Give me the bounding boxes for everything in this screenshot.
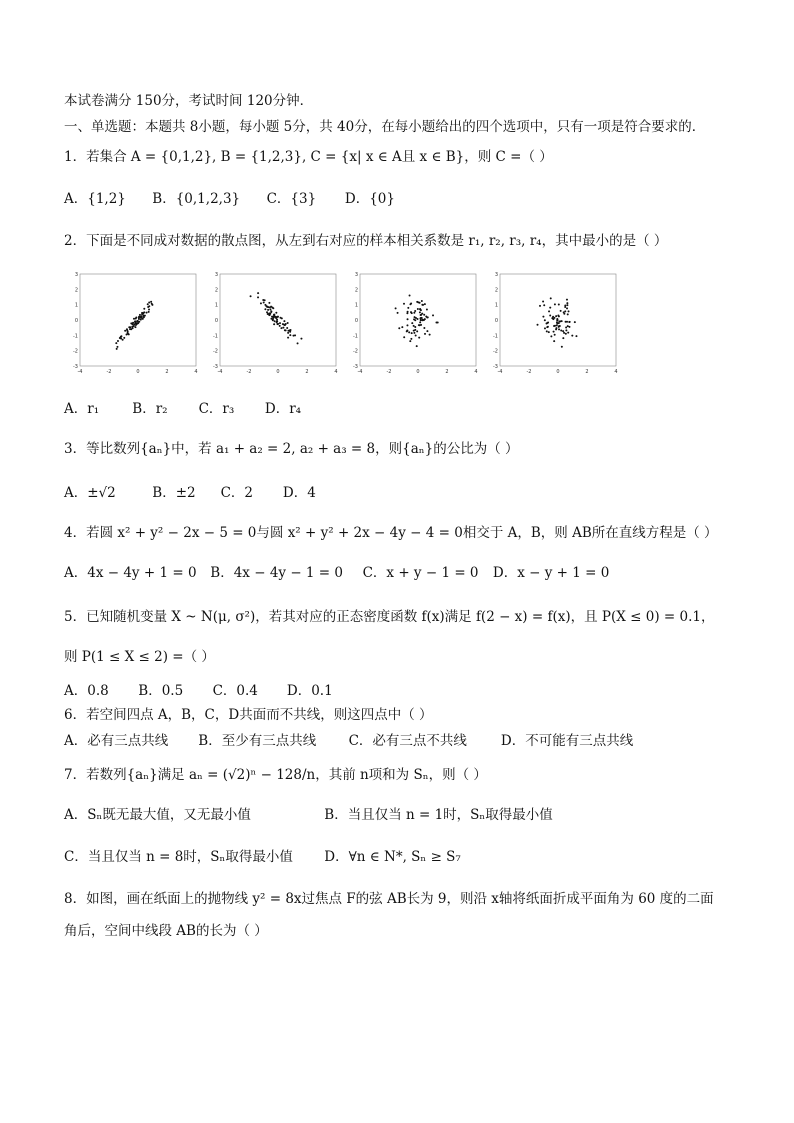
- question-5-stem-cont: 则 P(1 ≤ X ≤ 2) =（ ）: [64, 649, 215, 665]
- scatter-point: [132, 322, 134, 324]
- scatter-point: [150, 301, 152, 303]
- scatter-point: [422, 304, 424, 306]
- scatter-point: [563, 332, 565, 334]
- scatter-point: [269, 309, 271, 311]
- question-5-stem: 5．已知随机变量 X ~ N(μ, σ²)，若其对应的正态密度函数 f(x)满足 f(2 − x) = f(x)，且 P(X ≤ 0) = 0.1，: [64, 609, 715, 625]
- scatter-point: [124, 330, 126, 332]
- scatter-point: [561, 346, 563, 348]
- scatter-point: [414, 310, 416, 312]
- scatter-point: [566, 302, 568, 304]
- scatter-point: [409, 340, 411, 342]
- scatter-point: [406, 324, 408, 326]
- scatter-point: [262, 299, 264, 301]
- scatter-point: [556, 324, 558, 326]
- scatter-point: [143, 308, 145, 310]
- scatter-point: [565, 333, 567, 335]
- option-a: A．Sₙ既无最大值，又无最小值: [64, 807, 251, 823]
- option-c: C．0.4: [212, 683, 258, 699]
- intro-text: 本试卷满分 150分，考试时间 120分钟．: [64, 93, 314, 109]
- option-c: C．x + y − 1 = 0: [362, 565, 479, 581]
- scatter-point: [115, 342, 117, 344]
- scatter-point: [414, 319, 416, 321]
- option-d: D．r₄: [264, 401, 302, 417]
- scatter-point: [136, 320, 138, 322]
- scatter-point: [542, 316, 544, 318]
- option-b: B．{0,1,2,3}: [152, 191, 241, 207]
- option-b: B．±2: [152, 485, 196, 501]
- scatter-point: [270, 306, 272, 308]
- x-tick-label: 4: [614, 369, 618, 375]
- scatter-point: [147, 306, 149, 308]
- scatter-point: [560, 310, 562, 312]
- y-tick-label: -3: [213, 364, 218, 370]
- scatter-point: [561, 320, 563, 322]
- scatter-point: [403, 336, 405, 338]
- y-tick-label: 2: [214, 287, 218, 294]
- y-tick-label: 1: [494, 302, 498, 309]
- scatter-plot-4: [492, 268, 620, 378]
- question-4-options: [64, 564, 609, 582]
- scatter-point: [148, 309, 150, 311]
- scatter-point: [555, 315, 557, 317]
- scatter-point: [398, 327, 400, 329]
- y-tick-label: 1: [214, 302, 218, 309]
- x-tick-label: 2: [445, 369, 449, 375]
- scatter-point: [137, 322, 139, 324]
- scatter-point: [273, 323, 275, 325]
- scatter-point: [130, 322, 132, 324]
- scatter-point: [283, 320, 285, 322]
- scatter-point: [407, 318, 409, 320]
- scatter-point: [267, 309, 269, 311]
- scatter-point: [562, 330, 564, 332]
- scatter-point: [542, 301, 544, 303]
- scatter-point: [270, 318, 272, 320]
- scatter-point: [544, 319, 546, 321]
- scatter-point: [411, 332, 413, 334]
- scatter-point: [122, 339, 124, 341]
- x-tick-label: 0: [136, 369, 140, 375]
- question-3-options: [64, 484, 316, 502]
- scatter-point: [539, 305, 541, 307]
- scatter-point: [139, 314, 141, 316]
- scatter-point: [263, 302, 265, 304]
- scatter-point: [401, 326, 403, 328]
- option-d: D．0.1: [286, 683, 333, 699]
- y-tick-label: -2: [353, 348, 358, 355]
- option-a: A．{1,2}: [64, 191, 126, 207]
- scatter-point: [569, 321, 571, 323]
- y-tick-label: -2: [73, 348, 78, 355]
- scatter-point: [549, 307, 551, 309]
- scatter-point: [419, 321, 421, 323]
- option-b: B．r₂: [132, 401, 168, 417]
- scatter-point: [289, 334, 291, 336]
- scatter-point: [282, 327, 284, 329]
- scatter-point: [285, 329, 287, 331]
- scatter-point: [568, 310, 570, 312]
- scatter-point: [556, 318, 558, 320]
- option-a: A．4x − 4y + 1 = 0: [64, 565, 197, 581]
- scatter-point: [139, 316, 141, 318]
- question-4-stem: 4．若圆 x² + y² − 2x − 5 = 0与圆 x² + y² + 2x − 4y − 4 = 0相交于 A，B，则 AB所在直线方程是（ ）: [64, 525, 718, 541]
- scatter-point: [413, 325, 415, 327]
- scatter-point: [133, 325, 135, 327]
- scatter-point: [560, 329, 562, 331]
- scatter-point: [550, 297, 552, 299]
- scatter-point: [116, 346, 118, 348]
- option-b: B．当且仅当 n = 1时，Sₙ取得最小值: [324, 807, 553, 823]
- y-tick-label: 0: [494, 318, 498, 324]
- scatter-point: [425, 316, 427, 318]
- scatter-point: [273, 314, 275, 316]
- scatter-point: [549, 315, 551, 317]
- scatter-point: [126, 329, 128, 331]
- scatter-point: [437, 322, 439, 324]
- option-c: C．{3}: [266, 191, 317, 207]
- scatter-point: [421, 317, 423, 319]
- scatter-point: [285, 323, 287, 325]
- scatter-point: [410, 338, 412, 340]
- question-8-stem-cont: 角后，空间中线段 AB的长为（ ）: [64, 923, 268, 939]
- question-7-stem: 7．若数列{aₙ}满足 aₙ = (√2)ⁿ − 128/n，其前 n项和为 Sₙ，则（ ）: [64, 767, 487, 783]
- scatter-point: [565, 327, 567, 329]
- scatter-point: [250, 295, 252, 297]
- y-tick-label: 1: [354, 302, 358, 309]
- scatter-point: [134, 322, 136, 324]
- scatter-point: [276, 319, 278, 321]
- option-c: C．2: [220, 485, 254, 501]
- scatter-point: [550, 335, 552, 337]
- scatter-point: [403, 303, 405, 305]
- scatter-point: [554, 334, 556, 336]
- scatter-point: [424, 303, 426, 305]
- scatter-point: [266, 311, 268, 313]
- scatter-point: [257, 296, 259, 298]
- plot-frame: [80, 274, 196, 366]
- x-tick-label: 2: [305, 369, 309, 375]
- scatter-point: [413, 312, 415, 314]
- option-b: B．0.5: [138, 683, 184, 699]
- scatter-point: [120, 336, 122, 338]
- question-6-stem: 6．若空间四点 A，B，C，D共面而不共线，则这四点中（ ）: [64, 707, 433, 723]
- scatter-point: [543, 304, 545, 306]
- scatter-point: [140, 319, 142, 321]
- y-tick-label: -2: [493, 348, 498, 355]
- scatter-point: [553, 331, 555, 333]
- x-tick-label: -4: [77, 369, 83, 375]
- x-tick-label: 0: [416, 369, 420, 375]
- option-c: C．必有三点不共线: [348, 733, 467, 749]
- scatter-point: [271, 316, 273, 318]
- y-tick-label: 0: [214, 318, 218, 324]
- scatter-point: [417, 318, 419, 320]
- y-tick-label: 0: [354, 318, 358, 324]
- x-tick-label: 2: [165, 369, 169, 375]
- option-d: D．x − y + 1 = 0: [492, 565, 610, 581]
- scatter-point: [421, 300, 423, 302]
- scatter-point: [257, 292, 259, 294]
- scatter-point: [426, 330, 428, 332]
- scatter-point: [126, 333, 128, 335]
- question-1-options: [64, 190, 395, 208]
- scatter-plots: [72, 268, 632, 378]
- scatter-point: [287, 337, 289, 339]
- y-tick-label: 2: [74, 287, 78, 294]
- scatter-point: [565, 329, 567, 331]
- scatter-point: [146, 312, 148, 314]
- scatter-point: [544, 327, 546, 329]
- y-tick-label: 3: [214, 272, 218, 278]
- x-tick-label: -2: [386, 369, 392, 375]
- scatter-point: [275, 316, 277, 318]
- scatter-point: [571, 335, 573, 337]
- scatter-point: [554, 303, 556, 305]
- x-tick-label: 0: [276, 369, 280, 375]
- x-tick-label: -2: [526, 369, 532, 375]
- y-tick-label: -1: [73, 333, 78, 340]
- scatter-point: [406, 312, 408, 314]
- scatter-point: [567, 313, 569, 315]
- option-a: A．必有三点共线: [64, 733, 169, 749]
- y-tick-label: 3: [494, 272, 498, 278]
- question-5-options: [64, 682, 333, 700]
- scatter-point: [416, 301, 418, 303]
- scatter-point: [420, 319, 422, 321]
- scatter-point: [547, 326, 549, 328]
- option-a: A．±√2: [64, 485, 116, 501]
- scatter-point: [117, 340, 119, 342]
- scatter-point: [419, 311, 421, 313]
- y-tick-label: 0: [74, 318, 78, 324]
- scatter-point: [276, 320, 278, 322]
- scatter-point: [406, 330, 408, 332]
- scatter-point: [557, 315, 559, 317]
- y-tick-label: 1: [74, 302, 78, 309]
- scatter-point: [575, 335, 577, 337]
- scatter-point: [287, 322, 289, 324]
- option-c: C．当且仅当 n = 8时，Sₙ取得最小值: [64, 849, 293, 865]
- scatter-point: [129, 326, 131, 328]
- y-tick-label: 2: [494, 287, 498, 294]
- y-tick-label: -3: [353, 364, 358, 370]
- y-tick-label: -1: [213, 333, 218, 340]
- scatter-point: [272, 319, 274, 321]
- scatter-point: [268, 302, 270, 304]
- y-tick-label: -3: [493, 364, 498, 370]
- scatter-point: [554, 325, 556, 327]
- scatter-point: [568, 326, 570, 328]
- scatter-point: [411, 322, 413, 324]
- x-tick-label: 4: [334, 369, 338, 375]
- scatter-point: [416, 345, 418, 347]
- scatter-point: [421, 319, 423, 321]
- y-tick-label: 3: [354, 272, 358, 278]
- scatter-point: [300, 338, 302, 340]
- scatter-point: [407, 307, 409, 309]
- scatter-point: [432, 314, 434, 316]
- option-b: B．4x − 4y − 1 = 0: [210, 565, 343, 581]
- scatter-point: [418, 337, 420, 339]
- scatter-point: [409, 303, 411, 305]
- scatter-point: [546, 330, 548, 332]
- scatter-point: [270, 310, 272, 312]
- scatter-point: [566, 307, 568, 309]
- scatter-point: [148, 302, 150, 304]
- option-d: D．{0}: [344, 191, 395, 207]
- y-tick-label: -1: [493, 333, 498, 340]
- scatter-point: [147, 303, 149, 305]
- option-d: D．4: [282, 485, 316, 501]
- y-tick-label: 3: [74, 272, 78, 278]
- question-2-stem: 2．下面是不同成对数据的散点图，从左到右对应的样本相关系数是 r₁, r₂, r₃, r₄，其中最小的是（ ）: [64, 233, 668, 249]
- scatter-point: [395, 307, 397, 309]
- question-1-stem: 1．若集合 A = {0,1,2}, B = {1,2,3}, C = {x| x ∈ A且 x ∈ B}，则 C =（ ）: [64, 149, 553, 165]
- scatter-point: [264, 308, 266, 310]
- scatter-point: [397, 312, 399, 314]
- scatter-point: [411, 312, 413, 314]
- x-tick-label: -4: [357, 369, 363, 375]
- plot-frame: [360, 274, 476, 366]
- scatter-point: [279, 325, 281, 327]
- scatter-point: [143, 316, 145, 318]
- scatter-point: [409, 294, 411, 296]
- scatter-point: [277, 316, 279, 318]
- scatter-point: [148, 311, 150, 313]
- scatter-point: [556, 323, 558, 325]
- scatter-point: [424, 318, 426, 320]
- scatter-point: [419, 308, 421, 310]
- x-tick-label: 0: [556, 369, 560, 375]
- scatter-point: [141, 317, 143, 319]
- scatter-point: [116, 348, 118, 350]
- scatter-point: [269, 313, 271, 315]
- scatter-point: [566, 304, 568, 306]
- scatter-point: [418, 324, 420, 326]
- y-tick-label: -3: [73, 364, 78, 370]
- scatter-point: [565, 321, 567, 323]
- scatter-point: [426, 309, 428, 311]
- y-tick-label: -1: [353, 333, 358, 340]
- y-tick-label: 2: [354, 287, 358, 294]
- plot-frame: [220, 274, 336, 366]
- option-b: B．至少有三点共线: [198, 733, 317, 749]
- scatter-point: [135, 317, 137, 319]
- scatter-point: [423, 327, 425, 329]
- scatter-point: [416, 330, 418, 332]
- scatter-point: [548, 331, 550, 333]
- scatter-point: [138, 321, 140, 323]
- scatter-point: [279, 322, 281, 324]
- scatter-point: [559, 325, 561, 327]
- option-a: A．r₁: [64, 401, 100, 417]
- scatter-point: [286, 327, 288, 329]
- option-d: D．不可能有三点共线: [500, 733, 634, 749]
- scatter-point: [417, 308, 419, 310]
- x-tick-label: 4: [194, 369, 198, 375]
- scatter-point: [552, 318, 554, 320]
- scatter-point: [562, 337, 564, 339]
- scatter-point: [558, 304, 560, 306]
- scatter-point: [548, 310, 550, 312]
- scatter-point: [558, 328, 560, 330]
- scatter-point: [151, 303, 153, 305]
- scatter-point: [260, 302, 262, 304]
- scatter-point: [546, 322, 548, 324]
- scatter-point: [413, 332, 415, 334]
- scatter-plot-2: [212, 268, 340, 378]
- scatter-point: [553, 340, 555, 342]
- scatter-point: [275, 312, 277, 314]
- x-tick-label: 4: [474, 369, 478, 375]
- scatter-point: [563, 311, 565, 313]
- x-tick-label: -4: [217, 369, 223, 375]
- scatter-point: [564, 305, 566, 307]
- scatter-point: [289, 331, 291, 333]
- question-6-options: [64, 732, 633, 750]
- option-a: A．0.8: [64, 683, 109, 699]
- x-tick-label: 2: [585, 369, 589, 375]
- scatter-point: [294, 334, 296, 336]
- question-8-stem: 8．如图，画在纸面上的抛物线 y² = 8x过焦点 F的弦 AB长为 9，则沿 x轴将纸面折成平面角为 60 度的二面: [64, 891, 714, 907]
- scatter-point: [567, 325, 569, 327]
- scatter-point: [414, 316, 416, 318]
- question-7-options-row1: [64, 806, 553, 824]
- scatter-point: [415, 334, 417, 336]
- scatter-point: [264, 304, 266, 306]
- scatter-point: [537, 324, 539, 326]
- x-tick-label: -4: [497, 369, 503, 375]
- scatter-point: [567, 332, 569, 334]
- scatter-point: [277, 323, 279, 325]
- question-7-options-row2: [64, 848, 461, 866]
- scatter-point: [123, 337, 125, 339]
- scatter-point: [272, 307, 274, 309]
- scatter-point: [297, 342, 299, 344]
- scatter-point: [414, 326, 416, 328]
- scatter-plot-3: [352, 268, 480, 378]
- y-tick-label: -2: [213, 348, 218, 355]
- scatter-point: [424, 333, 426, 335]
- scatter-point: [421, 313, 423, 315]
- question-3-stem: 3．等比数列{aₙ}中，若 a₁ + a₂ = 2, a₂ + a₃ = 8，则{aₙ}的公比为（ ）: [64, 441, 519, 457]
- scatter-plot-1: [72, 268, 200, 378]
- scatter-point: [133, 318, 135, 320]
- scatter-point: [555, 327, 557, 329]
- scatter-point: [138, 318, 140, 320]
- scatter-point: [420, 324, 422, 326]
- scatter-point: [142, 313, 144, 315]
- scatter-point: [413, 330, 415, 332]
- scatter-point: [280, 327, 282, 329]
- scatter-point: [408, 331, 410, 333]
- question-2-options: [64, 400, 301, 418]
- scatter-point: [274, 320, 276, 322]
- scatter-point: [423, 314, 425, 316]
- option-d: D．∀n ∈ N*, Sₙ ≥ S₇: [324, 849, 461, 865]
- scatter-point: [134, 326, 136, 328]
- scatter-point: [574, 321, 576, 323]
- scatter-point: [281, 317, 283, 319]
- section-heading: 一、单选题：本题共 8小题，每小题 5分，共 40分，在每小题给出的四个选项中，只有一项是符合要求的．: [64, 119, 706, 135]
- scatter-point: [429, 334, 431, 336]
- scatter-point: [287, 332, 289, 334]
- option-c: C．r₃: [198, 401, 235, 417]
- x-tick-label: -2: [106, 369, 112, 375]
- x-tick-label: -2: [246, 369, 252, 375]
- scatter-point: [566, 299, 568, 301]
